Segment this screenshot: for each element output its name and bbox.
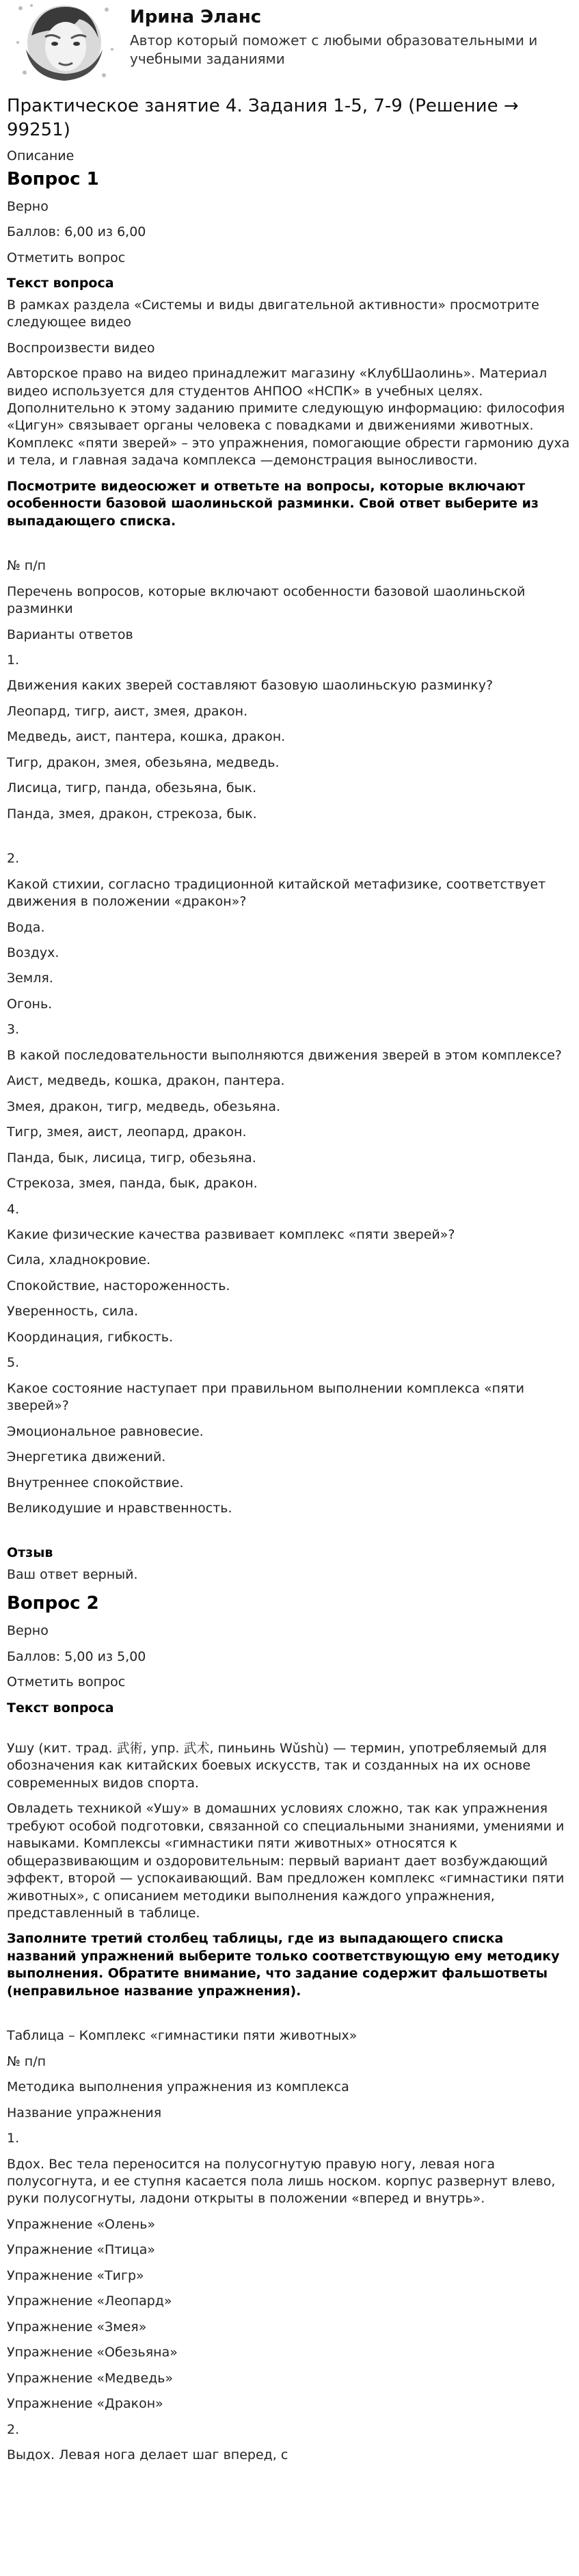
answer-option[interactable]: Энергетика движений. [7, 1449, 166, 1465]
play-video-link[interactable]: Воспроизвести видео [7, 340, 155, 356]
item-question: Какие физические качества развивает комплекс «пяти зверей»? [7, 1226, 455, 1242]
question-1 [7, 168, 572, 1583]
feedback-text: Ваш ответ верный. [7, 1566, 138, 1582]
item-number: 2. [7, 851, 20, 867]
answer-option[interactable]: Змея, дракон, тигр, медведь, обезьяна. [7, 1099, 281, 1114]
exercise-option[interactable]: Упражнение «Дракон» [7, 2396, 163, 2412]
answer-option[interactable]: Стрекоза, змея, панда, бык, дракон. [7, 1176, 258, 1192]
item-number: 4. [7, 1201, 20, 1217]
answer-option[interactable]: Уверенность, сила. [7, 1304, 139, 1319]
question-2-flag-link[interactable]: Отметить вопрос [7, 1674, 126, 1690]
question-2-text-header: Текст вопроса [7, 1700, 114, 1716]
question-2-score: Баллов: 5,00 из 5,00 [7, 1648, 146, 1664]
question-2 [7, 1592, 572, 2464]
question-1-title: Вопрос 1 [7, 169, 99, 190]
author-avatar [11, 1, 118, 83]
q1-col-number: № п/п [7, 558, 46, 574]
answer-option[interactable]: Тигр, змея, аист, леопард, дракон. [7, 1125, 247, 1140]
q2-col-method: Методика выполнения упражнения из комплекса [7, 2079, 349, 2095]
q1-col-questions: Перечень вопросов, которые включают особенности базовой шаолиньской разминки [7, 583, 526, 617]
exercise-option[interactable]: Упражнение «Тигр» [7, 2268, 144, 2283]
question-1-flag-link[interactable]: Отметить вопрос [7, 250, 126, 265]
answer-option[interactable]: Медведь, аист, пантера, кошка, дракон. [7, 729, 286, 745]
exercise-option[interactable]: Упражнение «Змея» [7, 2319, 147, 2335]
question-1-intro: В рамках раздела «Системы и виды двигательной активности» просмотрите следующее видео [7, 297, 539, 330]
q2-row-1-number: 1. [7, 2131, 20, 2146]
question-2-instruction: Заполните третий столбец таблицы, где из выпадающего списка названий упражнений выберите только соответствующую ему методику выполнения. Обратите внимание, что задание содержит фальшответы (неправильное название упражнения). [7, 1931, 560, 1999]
item-question: Какой стихии, согласно традиционной китайской метафизике, соответствует движения в положении «дракон»? [7, 876, 546, 910]
question-1-text-header: Текст вопроса [7, 276, 114, 291]
q1-item-3 [7, 1021, 572, 1192]
item-question: Какое состояние наступает при правильном выполнении комплекса «пяти зверей»? [7, 1380, 524, 1414]
answer-option[interactable]: Спокойствие, настороженность. [7, 1278, 230, 1293]
exercise-option[interactable]: Упражнение «Олень» [7, 2216, 156, 2232]
answer-option[interactable]: Аист, медведь, кошка, дракон, пантера. [7, 1073, 285, 1089]
answer-option[interactable]: Сила, хладнокровие. [7, 1252, 151, 1268]
description-label: Описание [7, 148, 75, 163]
q2-col-name: Название упражнения [7, 2105, 162, 2120]
q1-item-4 [7, 1201, 572, 1347]
answer-option[interactable]: Лисица, тигр, панда, обезьяна, бык. [7, 780, 257, 796]
q1-item-5 [7, 1354, 572, 1517]
feedback-header: Отзыв [7, 1545, 53, 1561]
item-question: Движения каких зверей составляют базовую шаолиньскую разминку? [7, 678, 494, 694]
answer-option[interactable]: Огонь. [7, 996, 53, 1012]
answer-option[interactable]: Тигр, дракон, змея, обезьяна, медведь. [7, 754, 280, 770]
question-2-title: Вопрос 2 [7, 1593, 99, 1614]
question-1-score: Баллов: 6,00 из 6,00 [7, 224, 146, 240]
answer-option[interactable]: Панда, бык, лисица, тигр, обезьяна. [7, 1150, 256, 1166]
answer-option[interactable]: Земля. [7, 971, 53, 986]
exercise-option[interactable]: Упражнение «Обезьяна» [7, 2345, 178, 2361]
q1-item-1 [7, 652, 572, 823]
exercise-option[interactable]: Упражнение «Медведь» [7, 2370, 174, 2386]
question-2-status: Верно [7, 1623, 49, 1639]
item-number: 3. [7, 1022, 20, 1038]
page-title: Практическое занятие 4. Задания 1-5, 7-9 (Решение → 99251) [7, 96, 519, 140]
q1-col-answers: Варианты ответов [7, 627, 133, 642]
answer-option[interactable]: Великодушие и нравственность. [7, 1500, 232, 1516]
q1-item-2 [7, 850, 572, 1013]
item-question: В какой последовательности выполняются движения зверей в этом комплексе? [7, 1047, 562, 1063]
question-1-status: Верно [7, 198, 49, 214]
answer-option[interactable]: Вода. [7, 919, 45, 935]
question-2-intro: Ушу (кит. трад. 武術, упр. 武术, пиньинь Wǔshù) — термин, употребляемый для обозначения как китайских боевых искусств, так и созданных на их основе современных видов спорта. [7, 1740, 547, 1791]
video-copyright-text: Авторское право на видео принадлежит магазину «КлубШаолинь». Материал видео используется для студентов АНПОО «НСПК» в учебных целях. Дополнительно к этому заданию примите следующую информацию: философия «Цигун» связывает органы человека с повадками и движениями животных. Комплекс «пяти зверей» – это упражнения, помогающие обрести гармонию духа и тела, и главная задача комплекса —демонстрация выносливости. [7, 366, 570, 469]
q2-row-2-method: Выдох. Левая нога делает шаг вперед, с [7, 2447, 288, 2462]
question-2-body: Овладеть техникой «Ушу» в домашних условиях сложно, так как упражнения требуют особой подготовки, связанной со специальными знаниями, умениями и навыками. Комплексы «гимнастики пяти животных» относятся к общеразвивающим и оздоровительным: первый вариант дает возбуждающий эффект, второй — успокаивающий. Вам предложен комплекс «гимнастики пяти животных», с описанием методики выполнения каждого упражнения, представленный в таблице. [7, 1801, 565, 1921]
author-name: Ирина Эланс [130, 7, 262, 27]
q2-table-title: Таблица – Комплекс «гимнастики пяти животных» [7, 2028, 358, 2044]
q2-col-number: № п/п [7, 2053, 46, 2069]
author-description: Автор который поможет с любыми образовательными и учебными заданиями [130, 32, 538, 67]
answer-option[interactable]: Леопард, тигр, аист, змея, дракон. [7, 703, 248, 719]
answer-option[interactable]: Координация, гибкость. [7, 1329, 174, 1345]
answer-option[interactable]: Внутреннее спокойствие. [7, 1475, 184, 1490]
item-number: 5. [7, 1355, 20, 1371]
question-1-instruction: Посмотрите видеосюжет и ответьте на вопросы, которые включают особенности базовой шаолиньской разминки. Свой ответ выберите из выпадающего списка. [7, 478, 539, 529]
q2-row-2-number: 2. [7, 2421, 20, 2437]
exercise-option[interactable]: Упражнение «Птица» [7, 2242, 155, 2258]
q2-row-1-method: Вдох. Вес тела переносится на полусогнутую правую ногу, левая нога полусогнута, и ее ступня касается пола лишь носком. корпус развернут влево, руки полусогнуты, ладони открыты в положении «вперед и внутрь». [7, 2156, 556, 2207]
answer-option[interactable]: Эмоциональное равновесие. [7, 1423, 204, 1439]
exercise-option[interactable]: Упражнение «Леопард» [7, 2294, 172, 2309]
answer-option[interactable]: Воздух. [7, 945, 59, 960]
answer-option[interactable]: Панда, змея, дракон, стрекоза, бык. [7, 806, 257, 822]
item-number: 1. [7, 653, 20, 668]
author-header [7, 0, 572, 85]
